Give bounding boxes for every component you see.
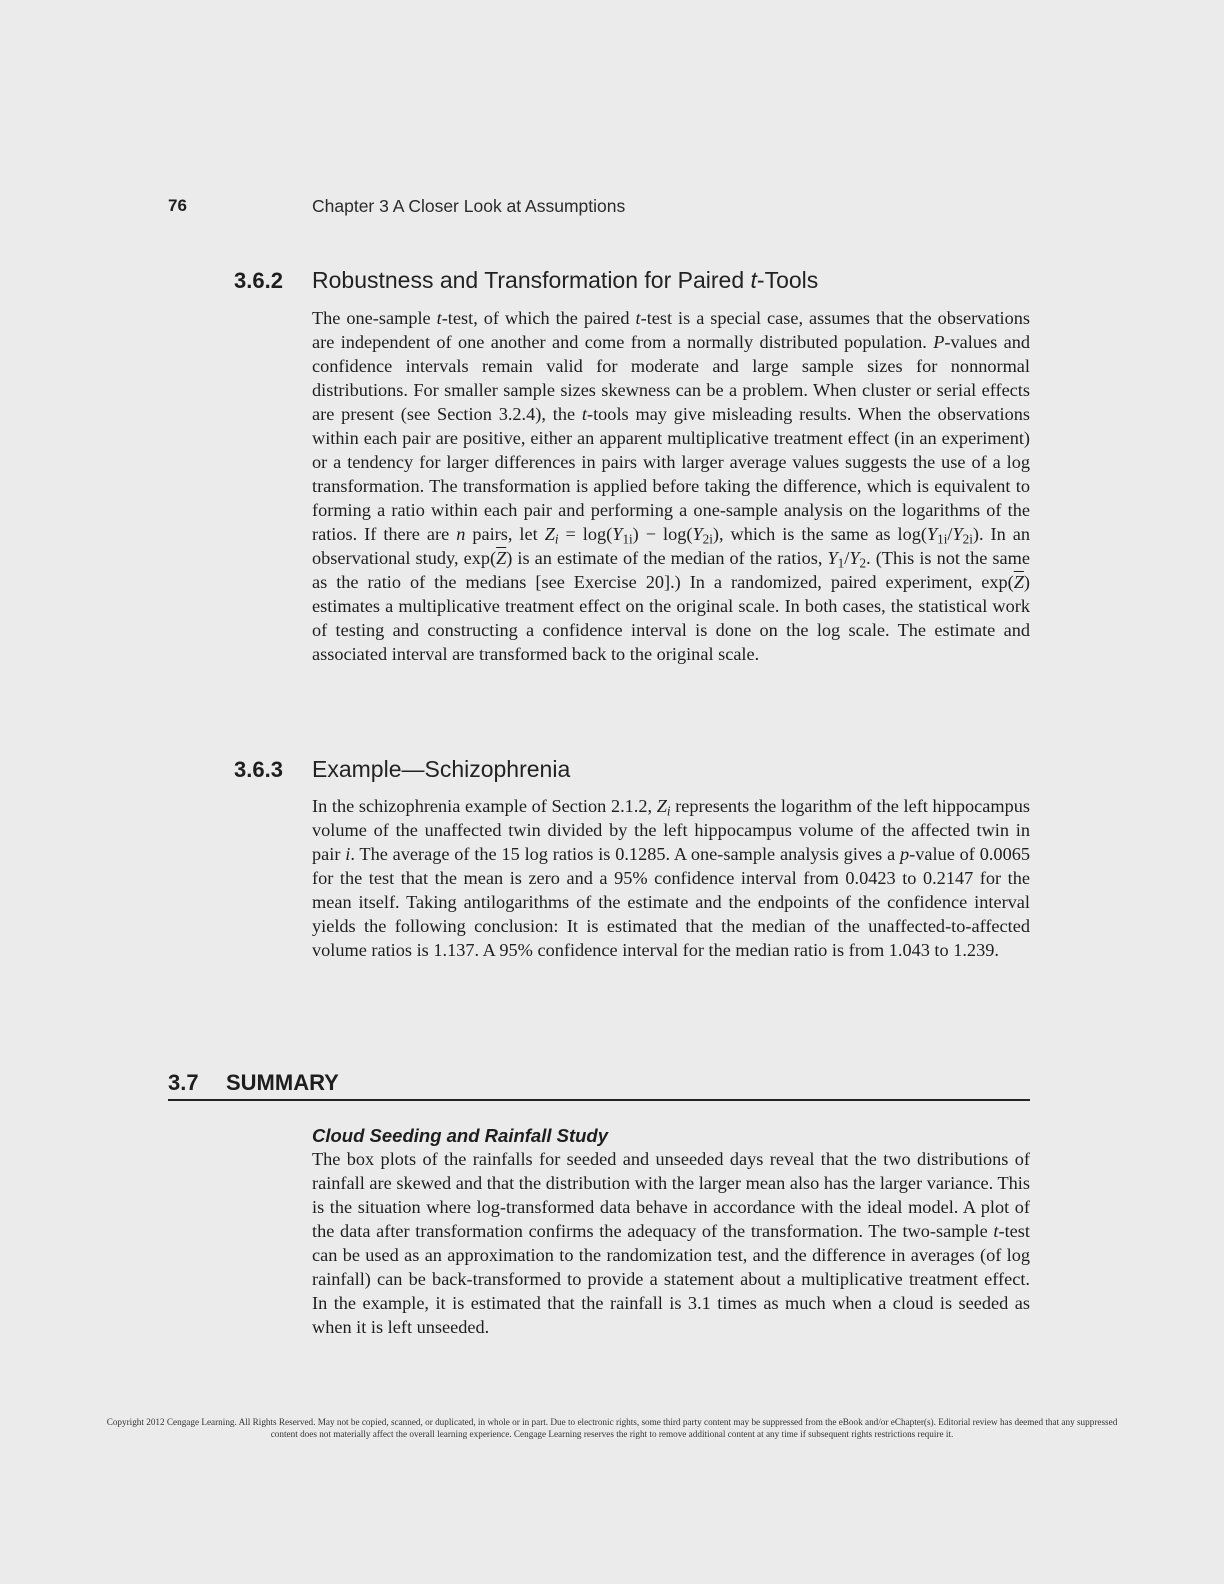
paragraph-robustness: The one-sample t-test, of which the paired t-test is a special case, assumes that the observations are independent of one another and come from a normally distributed population. P-values and confidence intervals remain valid for moderate and large sample sizes for nonnormal distributions. For smaller sample sizes skewness can be a problem. When cluster or serial effects are present (see Section 3.2.4), the t-tools may give misleading results. When the observations within each pair are positive, either an apparent multiplicative treatment effect (in an experiment) or a tendency for larger differences in pairs with larger average values suggests the use of a log transformation. The transformation is applied before taking the difference, which is equivalent to forming a ratio within each pair and performing a one-sample analysis on the logarithms of the ratios. If there are n pairs, let $Z_i = \log(Y_{1i}) - \log(Y_{2i})$, which is the same as $\log(Y_{1i}/Y_{2i})$. In an observational study, $\exp(\overline{Z})$ is an estimate of the median of the ratios, $Y_1/Y_2$. (This is not the same as the ratio of the medians [see Exercise 20].) In a randomized, paired experiment, $\exp(\overline{Z})$ estimates a multiplicative treatment effect on the original scale. In both cases, the statistical work of testing and constructing a confidence interval is done on the log scale. The estimate and associated interval are transformed back to the original scale.: [312, 308, 1030, 664]
paragraph-schizophrenia: In the schizophrenia example of Section 2.1.2, $Z_i$ represents the logarithm of the left hippocampus volume of the unaffected twin divided by the left hippocampus volume of the affected twin in pair i. The average of the 15 log ratios is 0.1285. A one-sample analysis gives a p-value of 0.0065 for the test that the mean is zero and a 95% confidence interval from 0.0423 to 0.2147 for the mean itself. Taking antilogarithms of the estimate and the endpoints of the confidence interval yields the following conclusion: It is estimated that the median of the unaffected-to-affected volume ratios is 1.137. A 95% confidence interval for the median ratio is from 1.043 to 1.239.: [312, 796, 1030, 960]
summary-subheading: Cloud Seeding and Rainfall Study: [312, 1125, 609, 1146]
page-number: 76: [168, 196, 187, 215]
section-number-3-6-2: 3.6.2: [234, 268, 283, 293]
section-title-3-6-3: Example—Schizophrenia: [312, 756, 571, 782]
section-title-3-6-2: Robustness and Transformation for Paired t-Tools: [312, 267, 819, 293]
summary-divider: [168, 1099, 1030, 1101]
section-number-3-7: 3.7: [168, 1070, 199, 1095]
running-head: Chapter 3 A Closer Look at Assumptions: [312, 196, 626, 216]
copyright-footer: Copyright 2012 Cengage Learning. All Rights Reserved. May not be copied, scanned, or duplicated, in whole or in part. Due to electronic rights, some third party content may be suppressed from the eBook and/or eChapter(s). Editorial review has deemed that any suppressed content does not materially affect the overall learning experience. Cengage Learning reserves the right to remove additional content at any time if subsequent rights restrictions require it.: [106, 1417, 1118, 1439]
section-title-summary: SUMMARY: [226, 1070, 339, 1095]
paragraph-cloud-seeding: The box plots of the rainfalls for seeded and unseeded days reveal that the two distributions of rainfall are skewed and that the distribution with the larger mean also has the larger variance. This is the situation where log-transformed data behave in accordance with the ideal model. A plot of the data after transformation confirms the adequacy of the transformation. The two-sample t-test can be used as an approximation to the randomization test, and the difference in averages (of log rainfall) can be back-transformed to provide a statement about a multiplicative treatment effect. In the example, it is estimated that the rainfall is 3.1 times as much when a cloud is seeded as when it is left unseeded.: [312, 1149, 1030, 1337]
page-header: [0, 196, 1224, 218]
section-number-3-6-3: 3.6.3: [234, 757, 283, 782]
